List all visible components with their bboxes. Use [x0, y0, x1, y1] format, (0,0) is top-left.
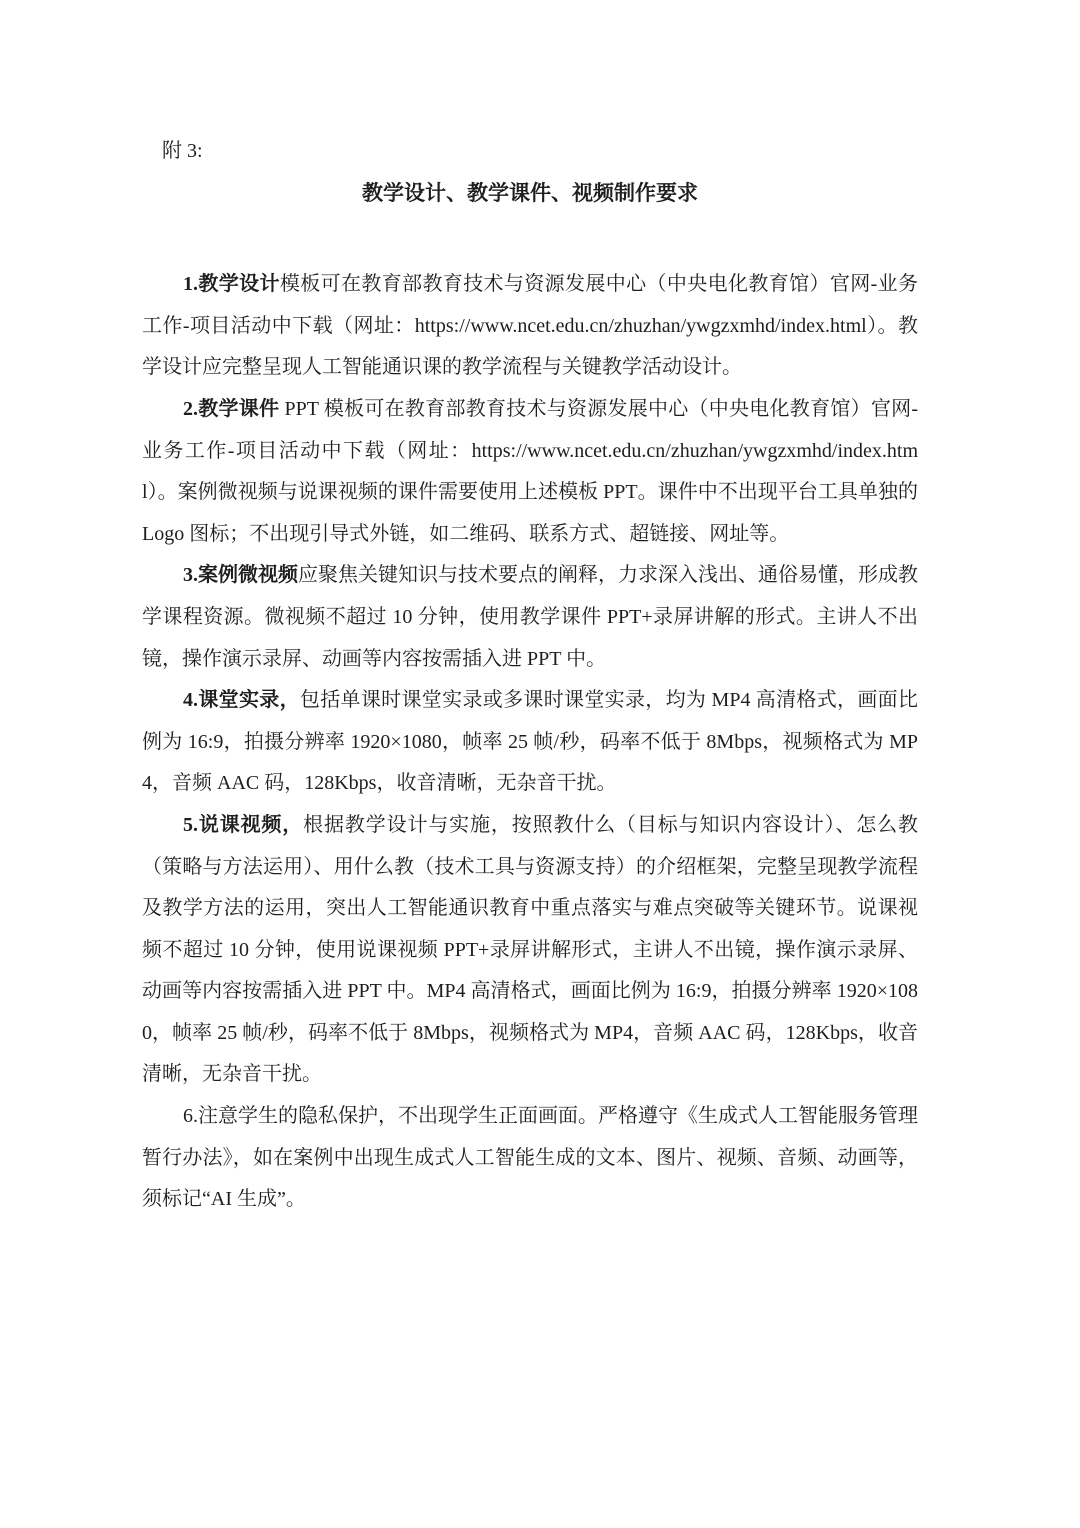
- paragraph-5: [142, 805, 918, 1096]
- attachment-label: 附 3:: [162, 140, 203, 162]
- paragraph-6: [142, 1096, 918, 1221]
- page-title: 教学设计、教学课件、视频制作要求: [362, 180, 698, 205]
- paragraph-4: [142, 680, 918, 805]
- paragraph-3-lead: 3.案例微视频: [183, 564, 298, 587]
- paragraph-5-lead: 5.说课视频，: [183, 813, 304, 836]
- paragraph-5-text: 根据教学设计与实施，按照教什么（目标与知识内容设计）、怎么教（策略与方法运用）、用什么教（技术工具与资源支持）的介绍框架，完整呈现教学流程及教学方法的运用，突出人工智能通识教育中重点落实与难点突破等关键环节。说课视频不超过 10 分钟，使用说课视频 PPT+录屏讲解形式，主讲人不出镜，操作演示录屏、动画等内容按需插入进 PPT 中。MP4 高清格式，画面比例为 16:9，拍摄分辨率 1920×1080，帧率 25 帧/秒，码率不低于 8Mbps，视频格式为 MP4，音频 AAC 码，128Kbps，收音清晰，无杂音干扰。: [142, 813, 919, 1086]
- paragraph-2-text: PPT 模板可在教育部教育技术与资源发展中心（中央电化教育馆）官网-业务工作-项目活动中下载（网址：https://www.ncet.edu.cn/zhuzhan/ywgzxmhd/index.html）。案例微视频与说课视频的课件需要使用上述模板 PPT。课件中不出现平台工具单独的 Logo 图标；不出现引导式外链，如二维码、联系方式、超链接、网址等。: [142, 397, 919, 545]
- paragraph-2-lead: 2.教学课件: [183, 397, 280, 420]
- paragraph-1-lead: 1.教学设计: [183, 273, 280, 296]
- paragraph-4-lead: 4.课堂实录，: [183, 689, 300, 712]
- paragraph-3-text: 应聚焦关键知识与技术要点的阐释，力求深入浅出、通俗易懂，形成教学课程资源。微视频不超过 10 分钟，使用教学课件 PPT+录屏讲解的形式。主讲人不出镜，操作演示录屏、动画等内容按需插入进 PPT 中。: [142, 564, 918, 670]
- paragraph-1-text: 模板可在教育部教育技术与资源发展中心（中央电化教育馆）官网-业务工作-项目活动中下载（网址：https://www.ncet.edu.cn/zhuzhan/ywgzxmhd/index.html）。教学设计应完整呈现人工智能通识课的教学流程与关键教学活动设计。: [142, 273, 918, 379]
- paragraph-1: [142, 264, 918, 389]
- paragraph-2: [142, 389, 918, 555]
- paragraph-3: [142, 555, 918, 680]
- paragraph-4-text: 包括单课时课堂实录或多课时课堂实录，均为 MP4 高清格式，画面比例为 16:9，拍摄分辨率 1920×1080，帧率 25 帧/秒，码率不低于 8Mbps，视频格式为 MP4，音频 AAC 码，128Kbps，收音清晰，无杂音干扰。: [142, 689, 919, 795]
- document-page: [142, 0, 918, 1221]
- paragraph-6-text: 6.注意学生的隐私保护，不出现学生正面画面。严格遵守《生成式人工智能服务管理暂行办法》，如在案例中出现生成式人工智能生成的文本、图片、视频、音频、动画等，须标记“AI 生成”。: [142, 1105, 918, 1211]
